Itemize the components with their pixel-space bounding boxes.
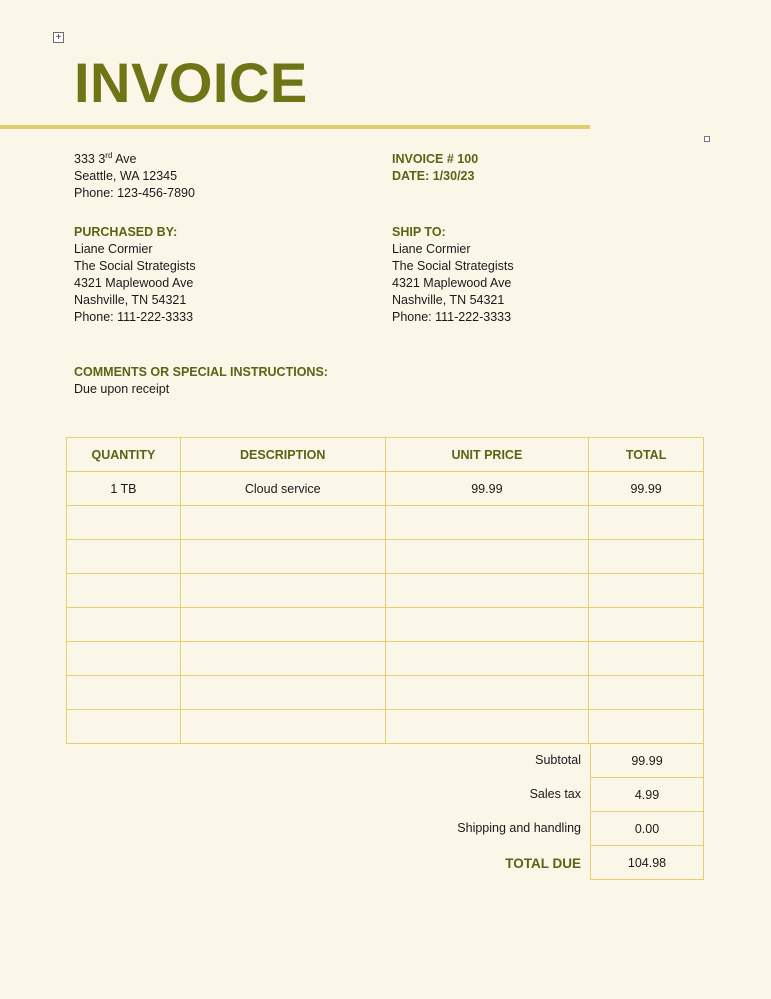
total-cell[interactable] (589, 506, 704, 540)
sender-phone: Phone: 123-456-7890 (74, 186, 195, 200)
table-resize-handle-icon[interactable] (704, 136, 710, 142)
shipping-value[interactable]: 0.00 (590, 812, 704, 846)
description-cell[interactable] (180, 642, 385, 676)
quantity-cell[interactable] (67, 574, 181, 608)
header-unit-price: UNIT PRICE (385, 438, 589, 472)
description-cell[interactable] (180, 608, 385, 642)
description-cell[interactable]: Cloud service (180, 472, 385, 506)
subtotal-row (66, 744, 704, 778)
header-description: DESCRIPTION (180, 438, 385, 472)
sales-tax-label: Sales tax (529, 787, 581, 801)
description-cell[interactable] (180, 676, 385, 710)
invoice-date: DATE: 1/30/23 (392, 169, 475, 183)
quantity-cell[interactable] (67, 608, 181, 642)
sales-tax-value[interactable]: 4.99 (590, 778, 704, 812)
description-cell[interactable] (180, 710, 385, 744)
table-row (67, 472, 704, 506)
accent-rule (0, 125, 590, 129)
quantity-cell[interactable]: 1 TB (67, 472, 181, 506)
subtotal-label: Subtotal (535, 753, 581, 767)
invoice-number: INVOICE # 100 (392, 152, 479, 166)
shipping-row (66, 812, 704, 846)
quantity-cell[interactable] (67, 506, 181, 540)
total-cell[interactable] (589, 710, 704, 744)
quantity-cell[interactable] (67, 642, 181, 676)
table-row (67, 642, 704, 676)
quantity-cell[interactable] (67, 540, 181, 574)
comments-heading: COMMENTS OR SPECIAL INSTRUCTIONS: (74, 365, 328, 379)
total-due-label: TOTAL DUE (505, 856, 581, 871)
table-row (67, 506, 704, 540)
table-row (67, 574, 704, 608)
purchaser-company: The Social Strategists (74, 259, 196, 273)
quantity-cell[interactable] (67, 676, 181, 710)
sender-city: Seattle, WA 12345 (74, 169, 178, 183)
line-items-table (66, 437, 704, 744)
purchaser-street: 4321 Maplewood Ave (74, 276, 194, 290)
purchaser-city: Nashville, TN 54321 (74, 293, 187, 307)
total-cell[interactable] (589, 574, 704, 608)
description-cell[interactable] (180, 574, 385, 608)
total-cell[interactable] (589, 608, 704, 642)
header-total: TOTAL (589, 438, 704, 472)
purchaser-name: Liane Cormier (74, 242, 153, 256)
table-move-handle-icon[interactable]: + (53, 32, 64, 43)
invoice-title: INVOICE (74, 51, 308, 114)
sender-address (74, 151, 195, 202)
unit-price-cell[interactable] (385, 642, 589, 676)
ship-to-section (392, 224, 514, 326)
unit-price-cell[interactable]: 99.99 (385, 472, 589, 506)
unit-price-cell[interactable] (385, 574, 589, 608)
quantity-cell[interactable] (67, 710, 181, 744)
sender-street: 333 3rd Ave (74, 151, 137, 166)
total-cell[interactable] (589, 540, 704, 574)
total-due-value[interactable]: 104.98 (590, 846, 704, 880)
unit-price-cell[interactable] (385, 506, 589, 540)
ship-to-street: 4321 Maplewood Ave (392, 276, 512, 290)
table-row (67, 710, 704, 744)
unit-price-cell[interactable] (385, 608, 589, 642)
ship-to-city: Nashville, TN 54321 (392, 293, 505, 307)
unit-price-cell[interactable] (385, 540, 589, 574)
total-cell[interactable]: 99.99 (589, 472, 704, 506)
comments-section (74, 364, 328, 398)
shipping-label: Shipping and handling (457, 821, 581, 835)
table-row (67, 676, 704, 710)
description-cell[interactable] (180, 540, 385, 574)
header-quantity: QUANTITY (67, 438, 181, 472)
ship-to-heading: SHIP TO: (392, 225, 446, 239)
comments-text: Due upon receipt (74, 382, 170, 396)
ship-to-phone: Phone: 111-222-3333 (392, 310, 512, 324)
subtotal-value[interactable]: 99.99 (590, 744, 704, 778)
unit-price-cell[interactable] (385, 710, 589, 744)
total-cell[interactable] (589, 642, 704, 676)
invoice-meta (392, 151, 478, 185)
description-cell[interactable] (180, 506, 385, 540)
ship-to-name: Liane Cormier (392, 242, 471, 256)
sales-tax-row (66, 778, 704, 812)
total-due-row (66, 846, 704, 880)
table-header-row (67, 438, 704, 472)
purchased-by-section (74, 224, 196, 326)
purchaser-phone: Phone: 111-222-3333 (74, 310, 194, 324)
ship-to-company: The Social Strategists (392, 259, 514, 273)
purchased-by-heading: PURCHASED BY: (74, 225, 178, 239)
unit-price-cell[interactable] (385, 676, 589, 710)
table-row (67, 608, 704, 642)
total-cell[interactable] (589, 676, 704, 710)
table-row (67, 540, 704, 574)
totals-section (66, 744, 704, 880)
